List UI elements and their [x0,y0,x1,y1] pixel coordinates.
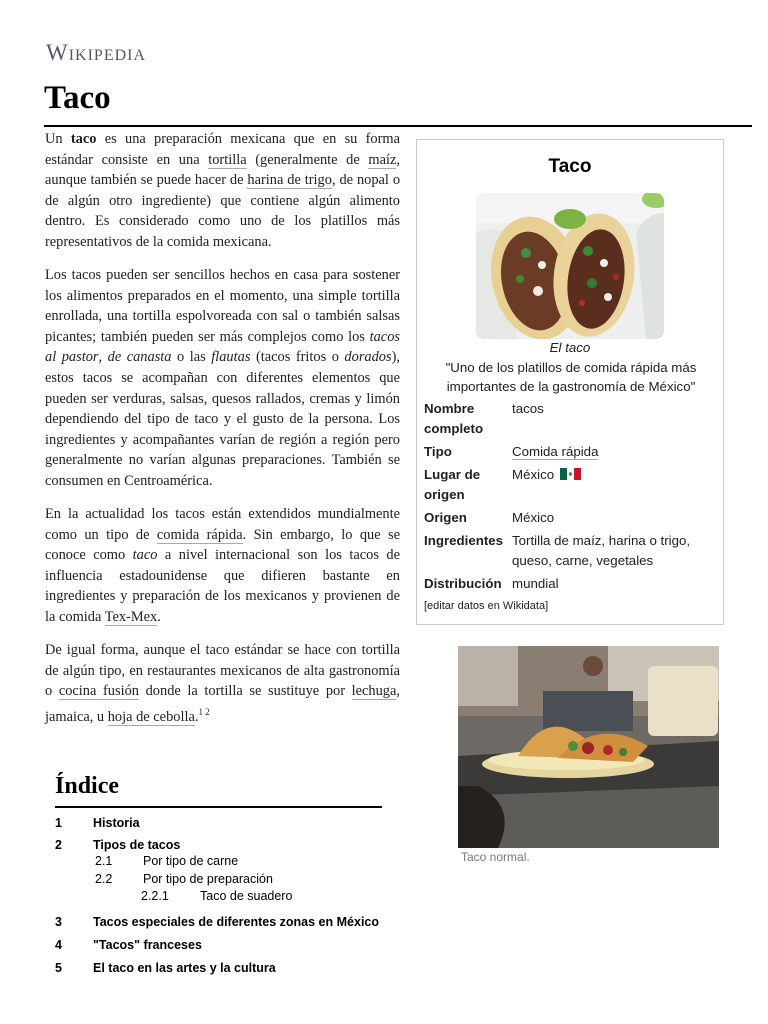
infobox-value: México [512,510,555,525]
toc-label: El taco en las artes y la cultura [93,961,276,975]
infobox-row [424,465,716,508]
toc-label: Taco de suadero [200,889,293,903]
italic-term: taco [132,547,158,564]
toc-label: "Tacos" franceses [93,938,202,952]
text: (generalmente de [246,151,369,168]
link-tex-mex[interactable]: Tex-Mex [104,609,158,626]
link-lechuga[interactable]: lechuga [351,683,397,700]
infobox-value: tacos [512,401,544,416]
infobox-row [424,508,716,531]
italic-term: dorados [344,349,392,366]
text: En la actualidad los tacos están extendidos mundialmente como un tipo de [45,506,400,543]
wikipedia-wordmark[interactable]: Wikipedia [46,40,147,65]
infobox-value [512,442,716,465]
infobox-quote: "Uno de los platillos de comida rápida más importantes de la gastronomía de México" [445,360,697,394]
infobox-key: Tipo [424,444,452,459]
reference-marks[interactable]: 1 2 [198,706,210,717]
toc-label: Tacos especiales de diferentes zonas en México [93,915,379,929]
edit-wikidata-link[interactable]: [editar datos en Wikidata] [424,600,549,612]
infobox-key: Ingredientes [424,533,504,548]
infobox-caption: El taco [549,340,591,355]
infobox-value: Tortilla de maíz, harina o trigo, queso, carne, vegetales [512,533,691,568]
link-hoja-de-cebolla[interactable]: hoja de cebolla [107,708,195,725]
toc-number: 2.2.1 [141,889,169,903]
toc-number: 2.2 [95,872,113,886]
title-divider [44,125,752,127]
taco-photo[interactable] [476,193,664,339]
infobox-value [512,465,716,508]
taco-normal-photo[interactable] [458,646,719,848]
infobox-table [424,399,716,597]
infobox-key: Origen [424,510,467,525]
text: a nivel internacional son los tacos de influencia estadounidense que difieren bastante en ingredientes y preparación de los mexicanos y provienen de la comida [45,547,400,626]
text: (tacos fritos o [250,349,345,366]
text: es una preparación mexicana que en su forma estándar consiste en una [45,131,401,168]
photo-caption: Taco normal. [461,850,530,864]
toc-label: Historia [93,816,140,830]
text: Un [45,131,71,147]
paragraph-3 [45,504,400,628]
link-harina-de-trigo[interactable]: harina de trigo [247,172,332,189]
infobox-key: Distribución [424,576,502,591]
infobox-row [424,531,716,574]
text: . [157,609,161,626]
infobox [416,139,724,625]
link-comida-rapida-infobox[interactable]: Comida rápida [512,444,599,459]
text: , jamaica, u [45,683,400,725]
infobox-title: Taco [548,156,592,177]
text: . [194,708,199,725]
link-maiz[interactable]: maíz [368,151,397,168]
paragraph-2 [45,265,400,492]
toc-number: 4 [55,938,62,952]
link-tortilla[interactable]: tortilla [208,151,247,168]
mexico-flag-icon [560,468,581,480]
infobox-key: Nombre completo [424,401,484,436]
italic-term: flautas [211,349,251,366]
paragraph-4 [45,640,400,727]
toc-title: Índice [55,773,120,799]
infobox-row [424,574,716,597]
text: , aunque también se puede hacer de [45,151,400,189]
toc-label: Por tipo de carne [143,854,239,868]
article-body [45,128,400,740]
text: , de nopal o de algún otro ingrediente) que contiene algún alimento dentro. Es considerado como uno de los platillos más representativos de la comida mexicana. [45,172,401,250]
infobox-key: Lugar de origen [424,467,481,502]
link-comida-rapida[interactable]: comida rápida [156,526,243,543]
infobox-row [424,399,716,442]
page-title: Taco [44,80,111,116]
paragraph-1 [45,129,400,253]
text: donde la tortilla se sustituye por [138,683,352,700]
italic-term: de canasta [107,349,172,366]
bold-term: taco [70,131,97,147]
origin-country: México [512,467,555,482]
taco-normal-graphic [458,646,719,848]
toc-divider [55,806,382,808]
italic-term: tacos al pastor [45,328,400,366]
text: Los tacos pueden ser sencillos hechos en casa para sostener los alimentos preparados en el momento, una simple tortilla enrollada, una tortilla espolvoreada con sal o también salsas picantes; también pueden ser más complejos como los [45,267,400,345]
toc-label: Tipos de tacos [93,838,181,852]
text: . Sin embargo, lo que se conoce como [45,526,400,564]
toc-number: 5 [55,961,62,975]
toc-label: Por tipo de preparación [143,872,273,886]
link-cocina-fusion[interactable]: cocina fusión [58,683,139,700]
toc-number: 2 [55,838,62,852]
text: , [98,349,108,366]
toc-number: 3 [55,915,62,929]
toc-number: 2.1 [95,854,113,868]
text: ), estos tacos se acompañan con diferentes elementos que pueden ser verduras, salsas, quesos rallados, cremas y limón dependiendo del tipo de taco y el gusto de la persona. Los ingredientes y acompañantes varían de región a región pero generalmente no varían algunas preparaciones. También se consumen en Centroamérica. [45,349,400,489]
infobox-row [424,442,716,465]
infobox-value: mundial [512,576,559,591]
text: De igual forma, aunque el taco estándar se hace con tortilla de algún tipo, en restaurantes mexicanos de alta gastronomía o [45,642,400,700]
toc-number: 1 [55,816,62,830]
text: o las [171,349,212,366]
taco-photo-graphic [476,193,664,339]
